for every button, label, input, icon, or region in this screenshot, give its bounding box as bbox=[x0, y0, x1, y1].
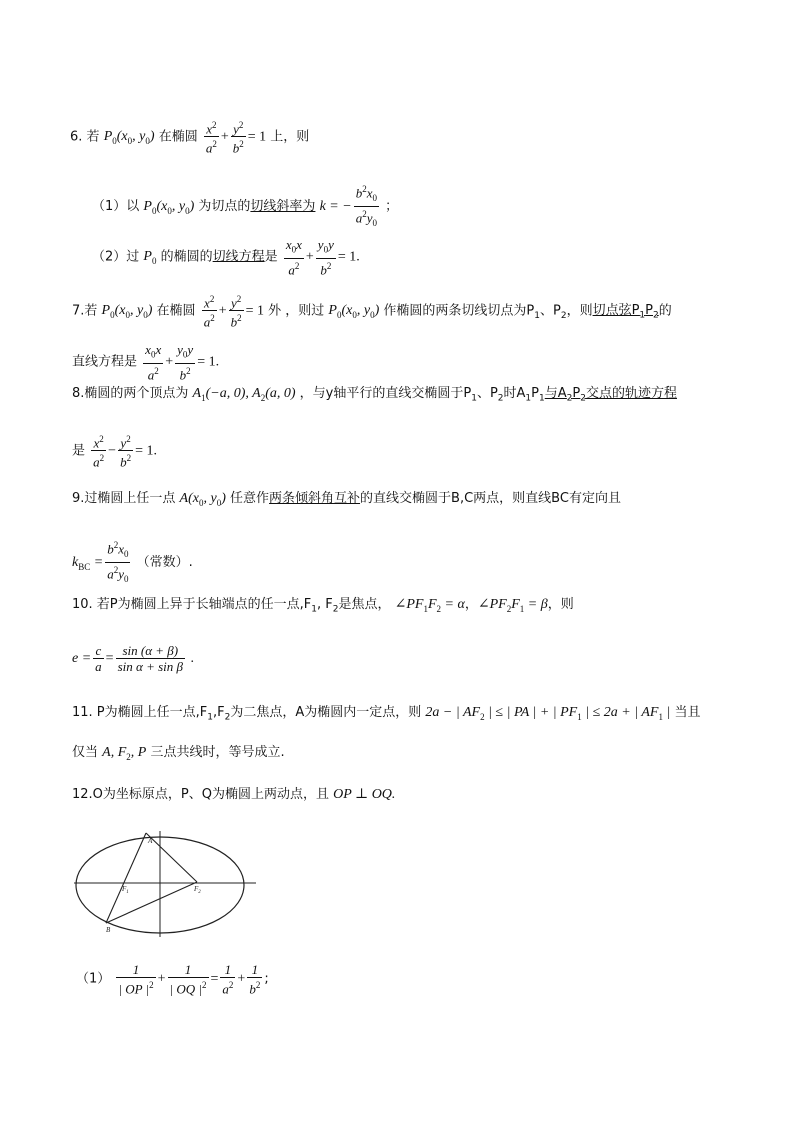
label-b: B bbox=[106, 926, 111, 934]
formula-p0-b: $P_0(x_0$, $y_0$) bbox=[143, 198, 195, 216]
item-10-num: 10. 若P为椭圆上异于长轴端点的任一点,F bbox=[72, 597, 312, 612]
item-6-sub2-u: 切线方程 bbox=[212, 249, 265, 265]
item-9-u: 两条倾斜角互补 bbox=[269, 491, 361, 506]
item-11-t4: 当且 bbox=[674, 705, 701, 720]
item-9-num: 9.过椭圆上任一点 bbox=[72, 491, 176, 506]
item-12-sub1-label: （1） bbox=[76, 971, 111, 987]
formula-sin-ratio: $\frac{\sin (\alpha + \beta)}{\text{sin α + sin β}}$ bbox=[117, 643, 183, 674]
formula-beta: $\angle PF_2F_1 = \beta$ bbox=[477, 597, 548, 614]
item-11-line2 bbox=[72, 746, 285, 762]
item-6-sub1-label: （1）以 bbox=[92, 198, 140, 214]
formula-hyperbola-y: $\frac{y^2}{b^2}$ bbox=[120, 434, 132, 470]
item-7-t3: 外 ，则过 bbox=[268, 303, 325, 319]
label-f1: $F_1$ bbox=[122, 885, 129, 895]
formula-kbc: $k_{BC}$ = bbox=[72, 554, 104, 572]
item-8-t2: ，与y轴平行的直线交椭圆于P bbox=[299, 386, 472, 401]
item-7: 7.若 $P_0(x_0$, $y_0$) 在椭圆 $\frac{x^2}{a^2}$ + $\frac{y^2}{b^2}$ = 1 外 ，则过 $P_0(x_0$, $y_0$) 作椭圆的两条切线切点为$P_1$、$P_2$，则切点弦$P_1P_2$的 bbox=[72, 294, 672, 330]
item-9-t4: （常数）. bbox=[136, 554, 193, 570]
segment-b-a bbox=[106, 833, 146, 923]
label-a: A bbox=[148, 837, 153, 845]
item-8-t5: P bbox=[531, 386, 539, 401]
item-8-t3: 、P bbox=[476, 386, 498, 401]
item-10-t5: ，则 bbox=[547, 597, 574, 612]
item-7-t7: 的 bbox=[658, 303, 672, 319]
formula-inequality: 2a − | $AF_2$ | ≤ | PA | + | $PF_1$ | ≤ 2a + | $AF_1$ | bbox=[425, 705, 671, 722]
item-6-sub2-label: （2）过 bbox=[92, 249, 140, 265]
formula-p0: $P_0(x_0$, $y_0$) bbox=[103, 129, 155, 147]
formula-alpha: $\angle PF_1F_2 = \alpha$ bbox=[394, 597, 465, 614]
item-11-num: 11. P为椭圆上任一点,F bbox=[72, 705, 208, 720]
item-9 bbox=[72, 492, 621, 508]
formula-p0-d: $P_0(x_0$, $y_0$) bbox=[101, 303, 153, 321]
item-11-t2: ,F bbox=[213, 705, 225, 720]
item-8-t4: 时A bbox=[503, 386, 526, 401]
item-6-t1: 若 bbox=[86, 129, 100, 145]
formula-k: k = − bbox=[319, 198, 352, 214]
formula-oq: $\frac{1}{| OQ |^2}$ bbox=[169, 962, 207, 997]
item-6-sub1-t2: 为切点的 bbox=[198, 198, 251, 214]
formula-ellipse-y: $\frac{y^2}{b^2}$ bbox=[232, 120, 244, 156]
item-7-line2-text: 直线方程是 bbox=[72, 354, 138, 370]
formula-kbc-frac: $\frac{b^2x_0}{a^2y_0}$ bbox=[107, 540, 129, 584]
item-6-sub1-u: 切线斜率为 bbox=[250, 198, 316, 214]
item-8-num: 8.椭圆的两个顶点为 bbox=[72, 386, 189, 401]
formula-ellipse-x: $\frac{x^2}{a^2}$ bbox=[205, 120, 217, 156]
formula-c-over-a: $\frac{c}{a}$ bbox=[95, 643, 102, 674]
item-8: 8.椭圆的两个顶点为 $A_1(-a$, 0), $A_2(a$, 0) ，与y轴平行的直线交椭圆于$P_1$、$P_2$时$A_1P_1$与$A_2P_2$交点的轨迹方程 bbox=[72, 386, 677, 404]
formula-p0-c: $P_0$ bbox=[143, 249, 157, 267]
formula-a-point: $A(x_0$, $y_0$) bbox=[179, 491, 226, 508]
item-9-t2: 任意作 bbox=[230, 491, 270, 506]
formula-op: $\frac{1}{| OP |^2}$ bbox=[118, 962, 154, 997]
item-8-u: 与$A_2P_2$交点的轨迹方程 bbox=[544, 386, 677, 404]
item-8-line2-text: 是 bbox=[72, 443, 86, 459]
formula-1-b2: $\frac{1}{b^2}$ bbox=[249, 962, 261, 997]
item-6-sub2-t3: 是 bbox=[264, 249, 278, 265]
formula-ellipse-x-2: $\frac{x^2}{a^2}$ bbox=[203, 294, 215, 330]
formula-ellipse-y-2: $\frac{y^2}{b^2}$ bbox=[230, 294, 242, 330]
item-6-sub1-end: ； bbox=[385, 198, 399, 214]
item-7-t2: 在椭圆 bbox=[156, 303, 196, 319]
item-10: 10. 若P为椭圆上异于长轴端点的任一点$,F_1$, $F_2$是焦点， $\angle PF_1F_2 = \alpha$，$\angle PF_2F_1 = \beta$，则 bbox=[72, 597, 574, 615]
item-11: 11. P为椭圆上任一点$,F_1,F_2$为二焦点，A为椭圆内一定点，则 2a − | $AF_2$ | ≤ | PA | + | $PF_1$ | ≤ 2a + | $AF_1$ | 当且 bbox=[72, 705, 701, 723]
item-7-num: 7.若 bbox=[72, 303, 98, 319]
item-9-t3: 的直线交椭圆于B,C两点，则直线BC有定向且 bbox=[360, 491, 621, 506]
item-11-line2a: 仅当 bbox=[72, 745, 99, 760]
item-12-sub1-end: ; bbox=[264, 971, 269, 987]
formula-tangent-y: $\frac{y_0y}{b^2}$ bbox=[317, 237, 334, 277]
label-f2: $F_2$ bbox=[194, 885, 201, 895]
item-7-t5: 、P bbox=[539, 303, 561, 319]
formula-e: e = bbox=[72, 651, 92, 666]
item-10-t3: 是焦点， bbox=[338, 597, 391, 612]
segment-f2-b bbox=[106, 882, 197, 923]
formula-chord-x: $\frac{x_0x}{a^2}$ bbox=[145, 342, 162, 382]
formula-hyperbola-x: $\frac{x^2}{a^2}$ bbox=[93, 434, 105, 470]
item-10-t4: ， bbox=[464, 597, 478, 612]
item-11-line2b: 三点共线时，等号成立. bbox=[150, 745, 285, 760]
item-6-num: 6. bbox=[70, 129, 83, 145]
formula-a1a2: $A_1(-a$, 0), $A_2(a$, 0) bbox=[192, 386, 296, 403]
item-10-line2: e = $\frac{c}{a}$ = $\frac{\sin (\alpha + \beta)}{\text{sin α + sin β}}$ . bbox=[72, 643, 194, 674]
formula-chord-y: $\frac{y_0y}{b^2}$ bbox=[177, 342, 194, 382]
item-12-num: 12.O为坐标原点，P、Q为椭圆上两动点，且 bbox=[72, 787, 329, 802]
item-12 bbox=[72, 788, 395, 802]
item-10-t2: , F bbox=[317, 597, 333, 612]
formula-collinear: A, $F_2$, P bbox=[102, 745, 147, 762]
item-7-t4: 作椭圆的两条切线切点为P bbox=[383, 303, 535, 319]
formula-slope: $\frac{b^2x_0}{a^2y_0}$ bbox=[355, 184, 377, 228]
item-7-t6: ，则 bbox=[566, 303, 593, 319]
item-6-t3: 上，则 bbox=[270, 129, 310, 145]
formula-perp: OP ⊥ OQ. bbox=[333, 787, 396, 802]
item-11-t3: 为二焦点，A为椭圆内一定点，则 bbox=[230, 705, 422, 720]
item-9-line2 bbox=[72, 538, 193, 587]
item-7-u: 切点弦$P_1P_2$ bbox=[592, 303, 659, 321]
item-7-line2: 直线方程是 $\frac{x_0x}{a^2}$ + $\frac{y_0y}{b^2}$ = 1. bbox=[72, 342, 220, 382]
item-6-sub1 bbox=[92, 182, 398, 231]
formula-1-a2: $\frac{1}{a^2}$ bbox=[222, 962, 234, 997]
item-12-sub1: （1） $\frac{1}{| OP |^2}$ + $\frac{1}{| OQ |^2}$ = $\frac{1}{a^2}$ + $\frac{1}{b^2}$ ; bbox=[76, 962, 269, 997]
item-6-t2: 在椭圆 bbox=[158, 129, 198, 145]
ellipse-figure bbox=[70, 825, 270, 940]
item-6-sub2-t2: 的椭圆的 bbox=[160, 249, 213, 265]
item-6: 6. 若 $P_0(x_0$, $y_0$) 在椭圆 $\frac{x^2}{a^2}$ + $\frac{y^2}{b^2}$ = 1 上，则 bbox=[70, 120, 310, 156]
formula-tangent-x: $\frac{x_0x}{a^2}$ bbox=[285, 237, 302, 277]
item-8-line2: 是 $\frac{x^2}{a^2}$ − $\frac{y^2}{b^2}$ = 1. bbox=[72, 434, 157, 470]
item-6-sub2: （2）过 $P_0$ 的椭圆的切线方程是 $\frac{x_0x}{a^2}$ + $\frac{y_0y}{b^2}$ = 1. bbox=[92, 237, 360, 277]
formula-p0-e: $P_0(x_0$, $y_0$) bbox=[328, 303, 380, 321]
